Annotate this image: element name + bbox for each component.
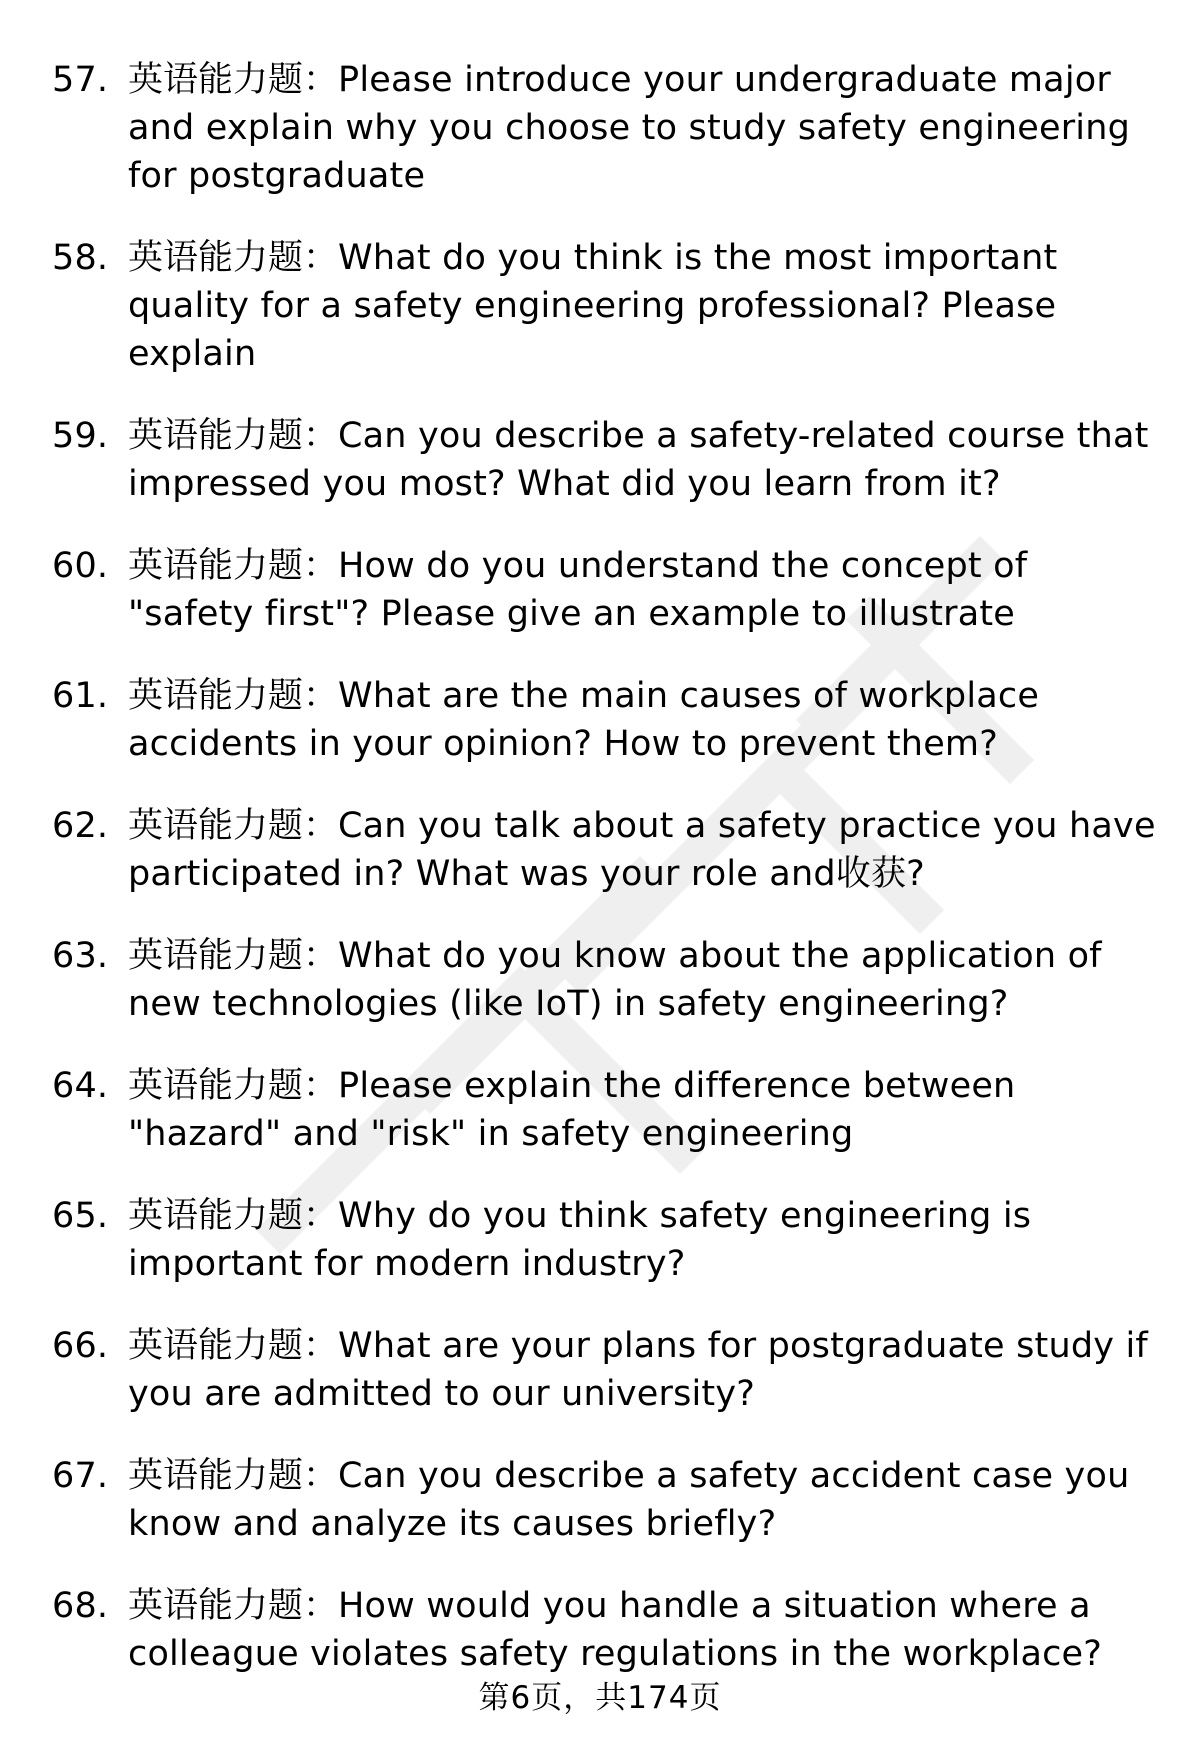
question-number: 64.: [52, 1066, 109, 1106]
question-text: What are the main causes of workplace accidents in your opinion? How to prevent them?: [128, 676, 1040, 764]
question-item: [0, 802, 1200, 898]
question-text: Can you talk about a safety practice you have participated in? What was your role and收获?: [128, 806, 1156, 894]
question-type-label: 英语能力题：: [128, 1456, 339, 1496]
question-type-label: 英语能力题：: [128, 806, 339, 846]
question-text: How do you understand the concept of "safety first"? Please give an example to illustrate: [128, 546, 1028, 634]
question-text: Can you describe a safety accident case you know and analyze its causes briefly?: [128, 1456, 1130, 1544]
question-item: [0, 412, 1200, 508]
question-text: Please explain the difference between "hazard" and "risk" in safety engineering: [128, 1066, 1016, 1154]
question-type-label: 英语能力题：: [128, 238, 339, 278]
question-type-label: 英语能力题：: [128, 936, 339, 976]
question-number: 67.: [52, 1456, 109, 1496]
question-number: 68.: [52, 1586, 109, 1626]
question-item: [0, 1192, 1200, 1288]
question-number: 63.: [52, 936, 109, 976]
question-list: [0, 56, 1200, 1712]
question-item: [0, 1322, 1200, 1418]
question-text: What are your plans for postgraduate study if you are admitted to our university?: [128, 1326, 1148, 1414]
page-number-footer: 第6页，共174页: [478, 1680, 722, 1716]
question-number: 61.: [52, 676, 109, 716]
question-type-label: 英语能力题：: [128, 416, 339, 456]
question-number: 59.: [52, 416, 109, 456]
question-type-label: 英语能力题：: [128, 60, 339, 100]
question-text: Why do you think safety engineering is important for modern industry?: [128, 1196, 1032, 1284]
question-number: 65.: [52, 1196, 109, 1236]
question-item: [0, 234, 1200, 378]
question-text: How would you handle a situation where a colleague violates safety regulations in the workplace?: [128, 1586, 1103, 1674]
question-type-label: 英语能力题：: [128, 1066, 339, 1106]
question-item: [0, 672, 1200, 768]
question-number: 66.: [52, 1326, 109, 1366]
question-text: What do you think is the most important quality for a safety engineering professional? Please explain: [128, 238, 1058, 374]
question-number: 57.: [52, 60, 109, 100]
question-item: [0, 1062, 1200, 1158]
question-type-label: 英语能力题：: [128, 1196, 339, 1236]
question-text: What do you know about the application of new technologies (like IoT) in safety engineering?: [128, 936, 1102, 1024]
question-type-label: 英语能力题：: [128, 546, 339, 586]
question-item: [0, 542, 1200, 638]
question-item: [0, 1452, 1200, 1548]
question-item: [0, 1582, 1200, 1678]
question-item: [0, 56, 1200, 200]
question-type-label: 英语能力题：: [128, 1326, 339, 1366]
question-type-label: 英语能力题：: [128, 1586, 339, 1626]
question-text: Please introduce your undergraduate major and explain why you choose to study safety engineering for postgraduate: [128, 60, 1131, 196]
question-type-label: 英语能力题：: [128, 676, 339, 716]
question-number: 62.: [52, 806, 109, 846]
question-number: 60.: [52, 546, 109, 586]
question-item: [0, 932, 1200, 1028]
question-text: Can you describe a safety-related course that impressed you most? What did you learn from it?: [128, 416, 1149, 504]
question-number: 58.: [52, 238, 109, 278]
